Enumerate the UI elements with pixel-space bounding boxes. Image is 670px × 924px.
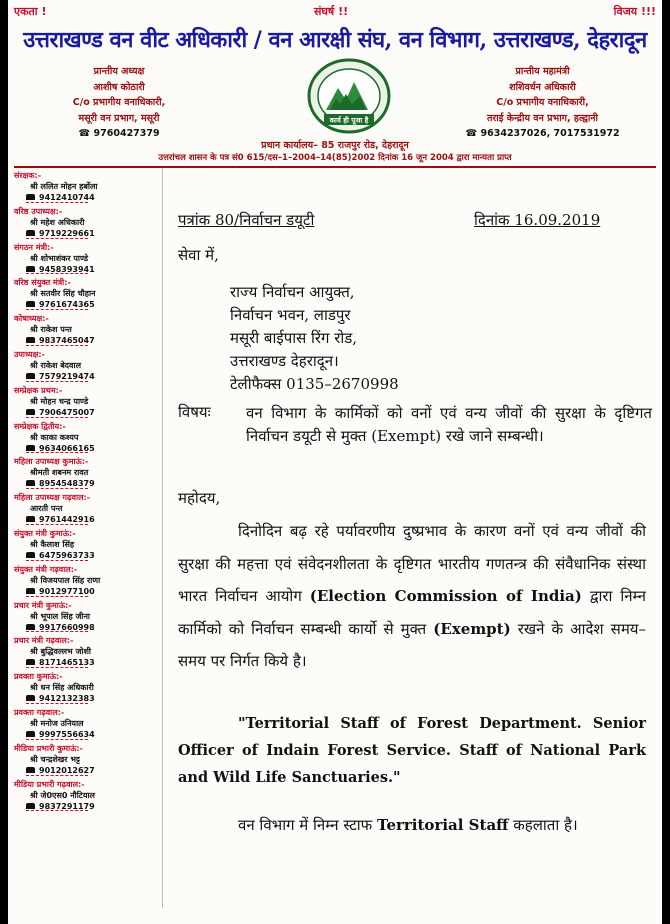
office-bearer bbox=[8, 600, 160, 636]
office-bearer bbox=[8, 206, 160, 242]
bearer-name: श्री बुद्धिवल्लभ जोशी bbox=[30, 647, 91, 657]
bearer-role: कोषाध्यक्ष:- bbox=[14, 314, 49, 324]
bearer-role: प्रचार मंत्री गढ़वाल:- bbox=[14, 636, 74, 646]
bearer-role: प्रचार मंत्री कुमाऊं:- bbox=[14, 600, 72, 610]
office-bearer bbox=[8, 456, 160, 492]
president-phone: ☎ 9760427379 bbox=[78, 128, 160, 139]
association-seal-icon bbox=[306, 58, 392, 138]
body-paragraph: दिनोदिन बढ़ रहे पर्यावरणीय दुष्प्रभाव के कारण वनों एवं वन्य जीवों की सुरक्षा की महत्ता एवं संवेदनशीलता के दृष्टिगत भारतीय गणतन्त्र की संवैधानिक संस्था भारत निर्वाचन आयोग (Election Commission of India) द्वारा निम्न कार्मिको को निर्वाचन सम्बन्धी कार्यो से मुक्त (Exempt) रखने के आदेश समय–समय पर निर्गत किये है। bbox=[178, 522, 646, 670]
closing-line: वन विभाग में निम्न स्टाफ Territorial Staff कहलाता है। bbox=[238, 816, 578, 834]
secretary-name: शशिवर्धन अधिकारी bbox=[509, 81, 576, 93]
address-line: राज्य निर्वाचन आयुक्त, bbox=[230, 283, 355, 301]
office-bearer bbox=[8, 743, 160, 779]
motto-center: संघर्ष !! bbox=[314, 5, 349, 18]
subject-text: वन विभाग के कार्मिकों को वनों एवं वन्य जीवों की सुरक्षा के दृष्टिगत निर्वाचन डयूटी से मुक्त (Exempt) रखे जाने सम्बन्धी। bbox=[246, 404, 652, 445]
secretary-block bbox=[440, 64, 645, 142]
secretary-title: प्रान्तीय महामंत्री bbox=[515, 66, 570, 77]
bearer-name: श्री कैलाश सिंह bbox=[30, 539, 75, 549]
bearer-separator bbox=[26, 309, 88, 312]
bearer-name: श्री राकेश बेदवाल bbox=[30, 360, 81, 370]
bearer-role: प्रवक्ता कुमाऊं:- bbox=[14, 672, 63, 682]
letter-date: दिनांक 16.09.2019 bbox=[474, 211, 601, 229]
office-bearer bbox=[8, 564, 160, 600]
reference-number: पत्रांक 80/निर्वाचन डयूटी bbox=[178, 211, 315, 229]
phone-icon bbox=[26, 552, 35, 558]
motto-right: विजय !!! bbox=[613, 5, 656, 18]
phone-icon bbox=[26, 194, 35, 200]
bearer-separator bbox=[26, 345, 88, 348]
office-bearer bbox=[8, 707, 160, 743]
bearer-role: उपाध्यक्ष:- bbox=[14, 349, 45, 359]
sidebar-divider bbox=[162, 168, 163, 908]
organization-title: उत्तराखण्ड वन वीट अधिकारी / वन आरक्षी संघ, वन विभाग, उत्तराखण्ड, देहरादून bbox=[23, 27, 647, 53]
phone-icon bbox=[26, 480, 35, 486]
bearer-phone: 9761442916 bbox=[14, 514, 160, 525]
phone-icon bbox=[26, 337, 35, 343]
bearer-name: श्री ललित मोहन हर्बोला bbox=[30, 182, 98, 191]
motto-left: एकता ! bbox=[14, 5, 47, 18]
bearer-role: वरिष्ठ संयुक्त मंत्री:- bbox=[14, 278, 71, 288]
secretary-division: तराई केन्द्रीय वन प्रभाग, हल्द्वानी bbox=[486, 112, 599, 124]
bearer-role: संयुक्त मंत्री कुमाऊं:- bbox=[14, 528, 76, 538]
bearer-separator bbox=[26, 417, 88, 420]
exempt-english: (Exempt) bbox=[433, 619, 511, 638]
bearer-role: मीडिया प्रभारी गढ़वाल:- bbox=[14, 779, 85, 789]
bearer-name: श्रीमती शबनम रावत bbox=[30, 468, 89, 478]
bearer-phone: 7906475007 bbox=[14, 407, 160, 418]
head-office-address: प्रधान कार्यालय– 85 राजपुर रोड, देहरादून bbox=[261, 140, 409, 151]
bearer-phone: 9412410744 bbox=[14, 192, 160, 203]
bearer-name: श्री चन्द्रशेखर भट्ट bbox=[30, 754, 80, 764]
office-bearer bbox=[8, 349, 160, 385]
president-block bbox=[44, 64, 194, 142]
bearer-name: आरती पन्त bbox=[30, 504, 63, 514]
phone-icon bbox=[26, 373, 35, 379]
phone-icon: ☎ bbox=[465, 128, 481, 139]
bearer-separator bbox=[26, 703, 88, 706]
bearer-phone: 9997556634 bbox=[14, 729, 160, 740]
registration-line: उत्तरांचल शासन के पत्र सं0 615/दस–1–2004–14(85)2002 दिनांक 16 जून 2004 द्वारा मान्यता प्राप्त bbox=[158, 153, 512, 163]
phone-icon bbox=[26, 803, 35, 809]
office-bearer bbox=[8, 421, 160, 457]
bearer-name: श्री भूपाल सिंह जीना bbox=[30, 611, 91, 621]
to-line: सेवा में, bbox=[178, 246, 219, 264]
phone-icon bbox=[26, 767, 35, 773]
bearer-separator bbox=[26, 452, 88, 455]
address-line: टेलीफैक्स 0135–2670998 bbox=[230, 375, 399, 393]
phone-icon bbox=[26, 659, 35, 665]
letterhead-page bbox=[8, 0, 662, 924]
bearer-separator bbox=[26, 810, 88, 813]
recipient-address bbox=[230, 281, 399, 396]
bearer-separator bbox=[26, 560, 88, 563]
phone-icon bbox=[26, 516, 35, 522]
office-bearer bbox=[8, 385, 160, 421]
bearer-role: संरक्षक:- bbox=[14, 171, 42, 180]
office-bearer bbox=[8, 277, 160, 313]
bearer-phone: 8171465133 bbox=[14, 657, 160, 668]
office-bearer bbox=[8, 313, 160, 349]
bearer-phone: 7579219474 bbox=[14, 371, 160, 382]
phone-icon bbox=[26, 624, 35, 630]
header-divider bbox=[14, 166, 656, 168]
office-bearer bbox=[8, 170, 160, 206]
bearer-phone: 9837291179 bbox=[14, 801, 160, 812]
phone-icon bbox=[26, 731, 35, 737]
address-line: उत्तराखण्ड देहरादून। bbox=[230, 352, 339, 370]
bearer-name: श्री सतवीर सिंह चौहान bbox=[30, 289, 96, 299]
bearer-separator bbox=[26, 739, 88, 742]
office-bearer bbox=[8, 635, 160, 671]
bearer-phone: 8954548379 bbox=[14, 478, 160, 489]
quoted-staff-list: "Territorial Staff of Forest Department. Senior Officer of Indain Forest Service. Staff of National Park and Wild Life Sanctuaries." bbox=[178, 715, 646, 786]
greeting: महोदय, bbox=[178, 489, 221, 507]
bearer-phone: 9917660998 bbox=[14, 622, 160, 633]
bearer-name: श्री मोहन चन्द्र पाण्डे bbox=[30, 396, 89, 406]
address-line: मसूरी बाईपास रिंग रोड, bbox=[230, 329, 358, 347]
subject-label: विषयः bbox=[178, 403, 211, 421]
bearer-separator bbox=[26, 202, 88, 205]
bearer-separator bbox=[26, 631, 88, 634]
bearer-name: श्री राकेश पन्त bbox=[30, 325, 72, 335]
bearer-role: संयुक्त मंत्री गढ़वाल:- bbox=[14, 564, 78, 574]
phone-icon bbox=[26, 445, 35, 451]
office-bearer bbox=[8, 492, 160, 528]
bearer-role: महिला उपाध्यक्ष कुमाऊं:- bbox=[14, 457, 89, 467]
phone-icon bbox=[26, 301, 35, 307]
bearer-phone: 9719229661 bbox=[14, 228, 160, 239]
phone-icon bbox=[26, 695, 35, 701]
bearer-separator bbox=[26, 273, 88, 276]
secretary-phone: ☎ 9634237026, 7017531972 bbox=[465, 128, 620, 139]
secretary-care-of: C/o प्रभागीय वनाधिकारी, bbox=[496, 97, 589, 108]
bearer-name: श्री शोभाशंकर पाण्डे bbox=[30, 253, 89, 263]
bearer-phone: 9012977100 bbox=[14, 586, 160, 597]
phone-icon bbox=[26, 266, 35, 272]
bearer-name: श्री धन सिंह अधिकारी bbox=[30, 683, 94, 693]
bearer-separator bbox=[26, 667, 88, 670]
bearer-role: महिला उपाध्यक्ष गढ़वाल:- bbox=[14, 493, 91, 503]
president-title: प्रान्तीय अध्यक्ष bbox=[93, 66, 145, 77]
bearer-phone: 9412132383 bbox=[14, 693, 160, 704]
eci-english: (Election Commission of India) bbox=[309, 587, 582, 605]
bearer-role: सम्प्रेक्षक द्वितीय:- bbox=[14, 421, 66, 431]
bearer-role: मीडिया प्रभारी कुमाऊं:- bbox=[14, 743, 83, 753]
bearer-phone: 9761674365 bbox=[14, 299, 160, 310]
bearer-name: श्री काका कश्यप bbox=[30, 432, 79, 442]
bearer-phone: 9012012627 bbox=[14, 765, 160, 776]
bearer-phone: 9458393941 bbox=[14, 264, 160, 275]
address-line: निर्वाचन भवन, लाडपुर bbox=[230, 306, 351, 324]
bearer-role: वरिष्ठ उपाध्यक्ष:- bbox=[14, 206, 63, 216]
office-bearer bbox=[8, 528, 160, 564]
president-division: मसूरी वन प्रभाग, मसूरी bbox=[78, 112, 160, 124]
phone-icon bbox=[26, 409, 35, 415]
bearer-separator bbox=[26, 775, 88, 778]
office-bearer bbox=[8, 671, 160, 707]
bearer-separator bbox=[26, 381, 88, 384]
bearer-phone: 9837465047 bbox=[14, 335, 160, 346]
phone-icon bbox=[26, 588, 35, 594]
bearer-separator bbox=[26, 488, 88, 491]
bearer-name: श्री जे0एस0 नौटियाल bbox=[30, 790, 95, 800]
office-bearer bbox=[8, 779, 160, 815]
phone-icon: ☎ bbox=[78, 128, 94, 139]
bearer-name: श्री मनोज उनियाल bbox=[30, 718, 84, 728]
bearer-role: प्रवक्ता गढ़वाल:- bbox=[14, 707, 65, 717]
president-name: आशीष कोठारी bbox=[93, 81, 145, 93]
bearer-separator bbox=[26, 238, 88, 241]
svg-text:कार्य ही पूजा है: कार्य ही पूजा है bbox=[329, 116, 369, 125]
bearer-separator bbox=[26, 524, 88, 527]
bearer-name: श्री विजयपाल सिंह राणा bbox=[30, 575, 101, 585]
president-care-of: C/o प्रभागीय वनाधिकारी, bbox=[72, 97, 166, 108]
bearer-phone: 6475963733 bbox=[14, 550, 160, 561]
phone-icon bbox=[26, 230, 35, 236]
office-bearers-sidebar bbox=[8, 170, 160, 814]
bearer-phone: 9634066165 bbox=[14, 443, 160, 454]
bearer-separator bbox=[26, 596, 88, 599]
bearer-name: श्री महेश अधिकारी bbox=[30, 217, 85, 227]
office-bearer bbox=[8, 242, 160, 278]
bearer-role: सम्प्रेक्षक प्रथम:- bbox=[14, 385, 63, 395]
bearer-role: संगठन मंत्री:- bbox=[14, 242, 54, 252]
